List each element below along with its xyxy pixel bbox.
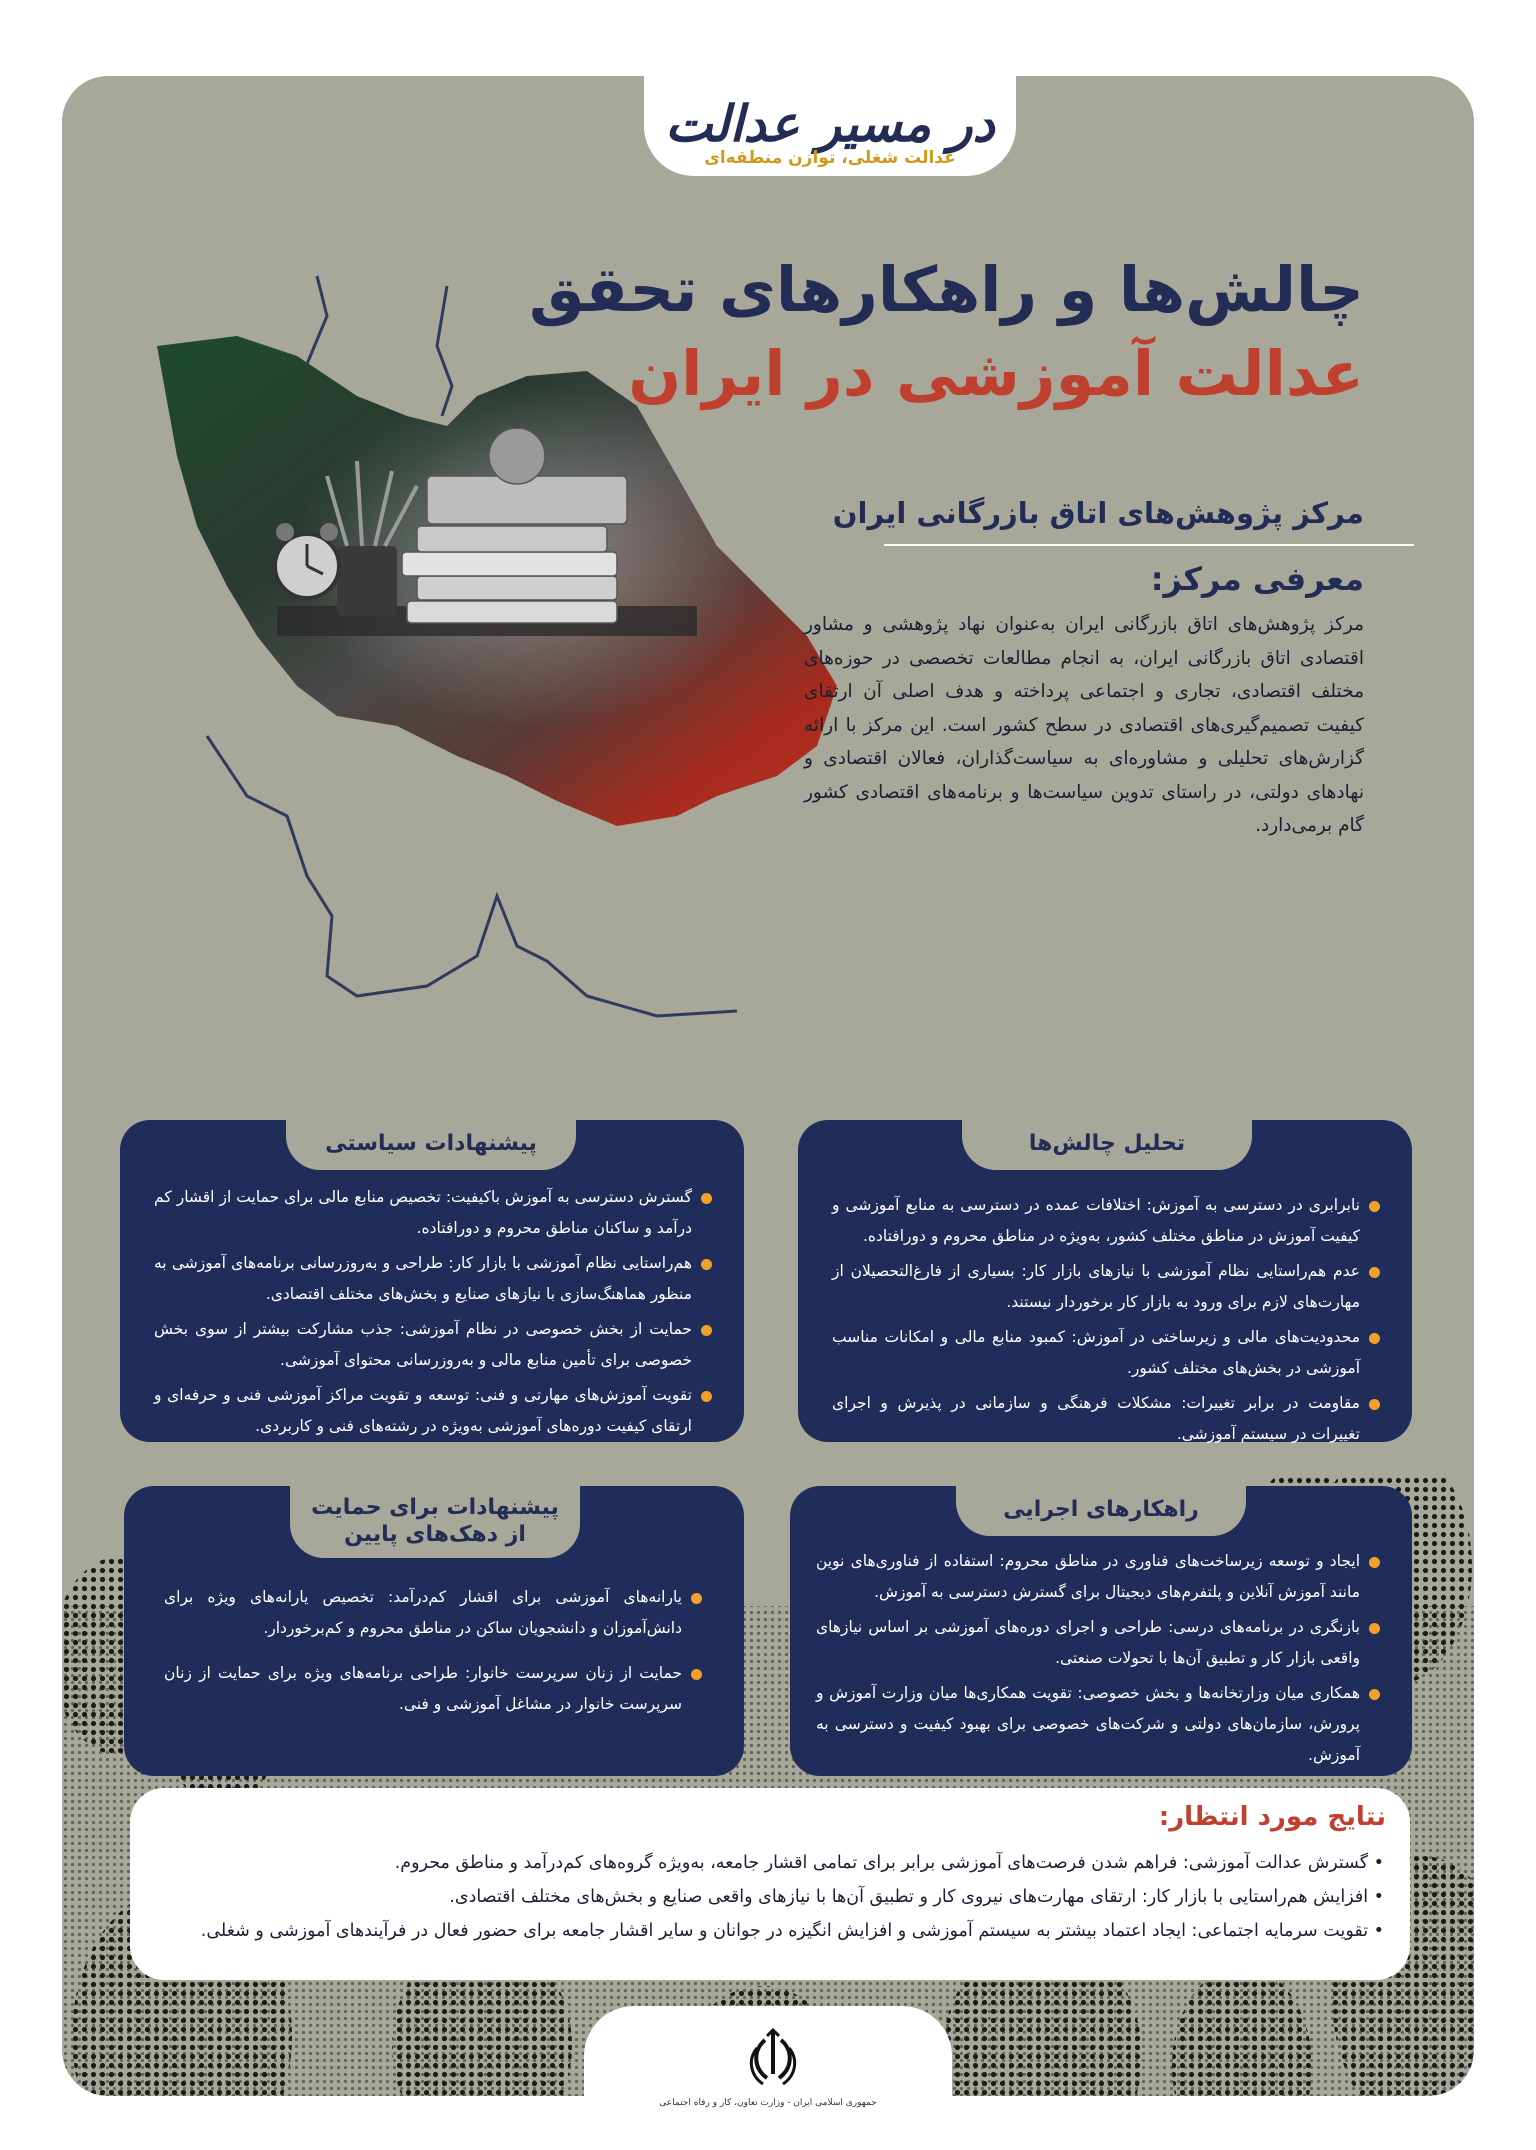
executive-card-title-text: راهکارهای اجرایی (1003, 1497, 1199, 1523)
list-item: نابرابری در دسترسی به آموزش: اختلافات عمده در دسترسی به منابع آموزشی و کیفیت آموزش در مناطق مختلف کشور، به‌ویژه در مناطق محروم و دورافتاده. (832, 1190, 1382, 1252)
list-item: بازنگری در برنامه‌های درسی: طراحی و اجرای دوره‌های آموزشی بر اساس نیازهای واقعی بازار کار و تطبیق آن‌ها با تحولات صنعتی. (816, 1612, 1382, 1674)
bullet-icon (701, 1259, 712, 1270)
list-item: • افزایش هم‌راستایی با بازار کار: ارتقای مهارت‌های نیروی کار و تطبیق آن‌ها با نیازهای واقعی صنایع و بخش‌های مختلف اقتصادی. (449, 1887, 1384, 1907)
list-item: گسترش دسترسی به آموزش باکیفیت: تخصیص منابع مالی برای حمایت از اقشار کم درآمد و ساکنان مناطق محروم و دورافتاده. (154, 1182, 714, 1244)
policy-card-title (286, 1118, 576, 1170)
results-title: نتایج مورد انتظار: (1158, 1802, 1386, 1832)
bullet-icon (1369, 1333, 1380, 1344)
intro-heading: معرفی مرکز: (1150, 560, 1364, 598)
logo-subtitle: عدالت شغلی، توازن منطقه‌ای (704, 148, 956, 168)
bullet-icon (691, 1669, 702, 1680)
executive-card-title (956, 1484, 1246, 1536)
apple-icon (489, 428, 545, 484)
executive-card (790, 1486, 1412, 1776)
policy-card (120, 1120, 744, 1442)
bullet-icon (1369, 1201, 1380, 1212)
expected-results-box (130, 1788, 1410, 1980)
bullet-icon (691, 1593, 702, 1604)
policy-list (154, 1182, 714, 1446)
challenges-card-title (962, 1118, 1252, 1170)
center-name: مرکز پژوهش‌های اتاق بازرگانی ایران (832, 496, 1364, 530)
list-item: حمایت از زنان سرپرست خانوار: طراحی برنامه‌های ویژه برای حمایت از زنان سرپرست خانوار در مشاغل آموزشی و فنی. (164, 1658, 704, 1720)
bullet-icon (701, 1325, 712, 1336)
low-income-card-title-line-2: از دهک‌های پایین (344, 1522, 526, 1547)
low-income-card (124, 1486, 744, 1776)
title-line-2: عدالت آموزشی در ایران (628, 337, 1364, 410)
bullet-icon (1369, 1399, 1380, 1410)
executive-list (816, 1546, 1382, 1775)
low-income-card-title (290, 1484, 580, 1558)
policy-card-title-text: پیشنهادات سیاستی (325, 1131, 537, 1157)
list-item: ایجاد و توسعه زیرساخت‌های فناوری در مناطق محروم: استفاده از فناوری‌های نوین مانند آموزش آنلاین و پلتفرم‌های دیجیتال برای گسترش دسترسی به آموزش. (816, 1546, 1382, 1608)
logo: در مسیر عدالت (665, 94, 995, 153)
results-list (164, 1846, 1384, 1948)
bullet-icon (1369, 1267, 1380, 1278)
list-item: • تقویت سرمایه اجتماعی: ایجاد اعتماد بیشتر به سیستم آموزشی و افزایش انگیزه در جوانان و سایر اقشار جامعه برای حضور فعال در فرآیندهای آموزشی و شغلی. (200, 1921, 1384, 1941)
bullet-icon (1369, 1689, 1380, 1700)
pencil-holder-icon (337, 546, 397, 616)
low-income-list (164, 1582, 704, 1724)
divider-line (884, 544, 1414, 546)
list-item: همکاری میان وزارتخانه‌ها و بخش خصوصی: تقویت همکاری‌ها میان وزارت آموزش و پرورش، سازمان‌های دولتی و شرکت‌های خصوصی برای بهبود کیفیت و دسترسی به آموزش. (816, 1678, 1382, 1771)
bullet-icon (1369, 1557, 1380, 1568)
emblem-tab (584, 2006, 952, 2150)
list-item: حمایت از بخش خصوصی در نظام آموزشی: جذب مشارکت بیشتر از سوی بخش خصوصی برای تأمین منابع مالی و به‌روزرسانی محتوای آموزشی. (154, 1314, 714, 1376)
list-item: هم‌راستایی نظام آموزشی با بازار کار: طراحی و به‌روزرسانی برنامه‌های آموزشی به منظور هماهنگ‌سازی با نیازهای صنایع و بخش‌های مختلف اقتصادی. (154, 1248, 714, 1310)
challenges-card-title-text: تحلیل چالش‌ها (1028, 1131, 1186, 1157)
bullet-icon (701, 1193, 712, 1204)
challenges-list (832, 1190, 1382, 1454)
list-item: تقویت آموزش‌های مهارتی و فنی: توسعه و تقویت مراکز آموزشی فنی و حرفه‌ای و ارتقای کیفیت دوره‌های آموزشی به‌ویژه در رشته‌های فنی و کاربردی. (154, 1380, 714, 1442)
title-line-1: چالش‌ها و راهکارهای تحقق (529, 253, 1364, 326)
low-income-card-title-line-1: پیشنهادات برای حمایت (311, 1494, 559, 1520)
books-stack-icon (402, 476, 627, 623)
iran-emblem-icon (745, 2028, 801, 2090)
bullet-icon (1369, 1623, 1380, 1634)
challenges-card (798, 1120, 1412, 1442)
list-item: عدم هم‌راستایی نظام آموزشی با نیازهای بازار کار: بسیاری از فارغ‌التحصیلان از مهارت‌های لازم برای ورود به بازار کار برخوردار نیستند. (832, 1256, 1382, 1318)
poster (62, 76, 1474, 2096)
logo-tab (644, 38, 1016, 176)
emblem-caption: جمهوری اسلامی ایران - وزارت تعاون، کار و رفاه اجتماعی (659, 2098, 877, 2108)
intro-body: مرکز پژوهش‌های اتاق بازرگانی ایران به‌عنوان نهاد پژوهشی و مشاور اقتصادی اتاق بازرگانی ایران، به انجام مطالعات تخصصی در حوزه‌های مختلف اقتصادی، تجاری و اجتماعی پرداخته و هدف اصلی آن ارتقای کیفیت تصمیم‌گیری‌های اقتصادی در سطح کشور است. این مرکز با ارائه گزارش‌های تحلیلی و مشاوره‌ای به سیاست‌گذاران، فعالان اقتصادی و نهادهای دولتی، در راستای تدوین سیاست‌ها و برنامه‌های اقتصادی کشور گام برمی‌دارد. (804, 614, 1364, 836)
list-item: یارانه‌های آموزشی برای اقشار کم‌درآمد: تخصیص یارانه‌های ویژه برای دانش‌آموزان و دانشجویان ساکن در مناطق محروم و کم‌برخوردار. (164, 1582, 704, 1644)
list-item: محدودیت‌های مالی و زیرساختی در آموزش: کمبود منابع مالی و امکانات مناسب آموزشی در بخش‌های مختلف کشور. (832, 1322, 1382, 1384)
list-item: • گسترش عدالت آموزشی: فراهم شدن فرصت‌های آموزشی برابر برای تمامی اقشار جامعه، به‌ویژه گروه‌های کم‌درآمد و مناطق محروم. (394, 1853, 1384, 1873)
bullet-icon (701, 1391, 712, 1402)
list-item: مقاومت در برابر تغییرات: مشکلات فرهنگی و سازمانی در پذیرش و اجرای تغییرات در سیستم آموزشی. (832, 1388, 1382, 1450)
